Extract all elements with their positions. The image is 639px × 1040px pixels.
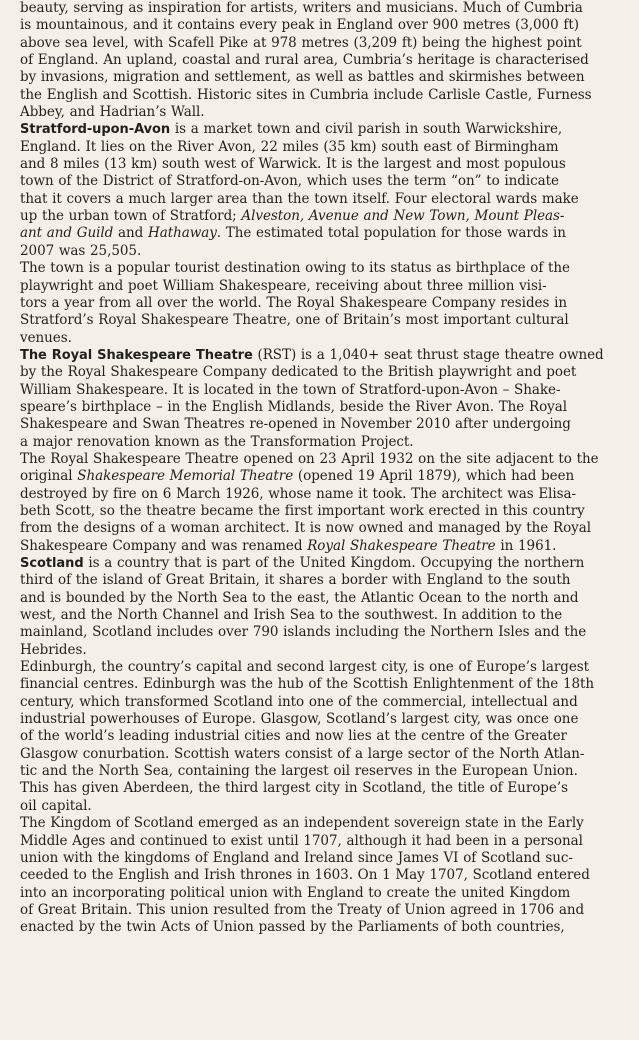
- text-line: is a market town and civil parish in south Warwickshire,: [170, 121, 563, 138]
- text-line: of the world’s leading industrial cities and now lies at the centre of the Greater: [20, 728, 567, 745]
- bold-term: Scotland: [20, 556, 84, 571]
- text-line: is a country that is part of the United Kingdom. Occupying the northern: [83, 555, 585, 571]
- text-line: Shakespeare and Swan Theatres re-opened in November 2010 after undergoing: [20, 416, 571, 433]
- text-line: beauty, serving as inspiration for artists, writers and musicians. Much of Cumbria: [20, 0, 583, 16]
- text-line: William Shakespeare. It is located in the town of Stratford-upon-Avon – Shake-: [20, 381, 561, 398]
- text-line: the English and Scottish. Historic sites in Cumbria include Carlisle Castle, Furness: [20, 86, 592, 103]
- text-line: speare’s birthplace – in the English Midlands, beside the River Avon. The Royal: [20, 398, 568, 415]
- text-line: original Shakespeare Memorial Theatre (opened 19 April 1879), which had been: [20, 468, 575, 485]
- text-line: Shakespeare Company and was renamed Royal Shakespeare Theatre in 1961.: [20, 537, 557, 554]
- paragraph-stratford-tourism: [20, 260, 630, 347]
- text-line: Hebrides.: [20, 641, 87, 658]
- text-line: The town is a popular tourist destination owing to its status as birthplace of the: [20, 260, 570, 277]
- paragraph-kingdom-of-scotland: [20, 815, 630, 936]
- text-line: playwright and poet William Shakespeare, receiving about three million visi-: [20, 277, 547, 294]
- text-line: This has given Aberdeen, the third largest city in Scotland, the title of Europe’s: [20, 780, 568, 797]
- text-line: mainland, Scotland includes over 790 islands including the Northern Isles and the: [20, 624, 587, 641]
- bold-term: The Royal Shakespeare Theatre: [20, 347, 253, 363]
- text-line: and 8 miles (13 km) south west of Warwick. It is the largest and most populous: [20, 156, 566, 173]
- text-line: a major renovation known as the Transformation Project.: [20, 433, 414, 450]
- text-line: enacted by the twin Acts of Union passed by the Parliaments of both countries,: [20, 919, 565, 936]
- text-line: Glasgow conurbation. Scottish waters consist of a large sector of the North Atlan-: [20, 745, 585, 762]
- text-line: venues.: [20, 329, 72, 346]
- text-line: financial centres. Edinburgh was the hub of the Scottish Enlightenment of the 18th: [20, 676, 595, 693]
- text-line: Edinburgh, the country’s capital and second largest city, is one of Europe’s largest: [20, 659, 590, 676]
- paragraph-rst-history: [20, 451, 630, 555]
- text-line: by invasions, migration and settlement, as well as battles and skirmishes between: [20, 69, 585, 86]
- text-line: of England. An upland, coastal and rural area, Cumbria’s heritage is characterised: [20, 52, 589, 69]
- text-line: of Great Britain. This union resulted from the Treaty of Union agreed in 1706 and: [20, 901, 585, 918]
- text-line: third of the island of Great Britain, it shares a border with England to the south: [20, 572, 571, 589]
- text-line: ant and Guild and Hathaway. The estimated total population for those wards in: [20, 225, 566, 242]
- text-line: that it covers a much larger area than the town itself. Four electoral wards make: [20, 190, 579, 207]
- text-line: union with the kingdoms of England and Ireland since James VI of Scotland suc-: [20, 849, 573, 866]
- text-line: west, and the North Channel and Irish Sea to the southwest. In addition to the: [20, 607, 563, 624]
- text-line: tors a year from all over the world. The Royal Shakespeare Company resides in: [20, 294, 568, 311]
- text-line: The Kingdom of Scotland emerged as an independent sovereign state in the Early: [20, 815, 584, 832]
- text-line: The Royal Shakespeare Theatre opened on 23 April 1932 on the site adjacent to the: [20, 450, 599, 467]
- text-line: is mountainous, and it contains every peak in England over 900 metres (3,000 ft): [20, 17, 579, 34]
- text-line: England. It lies on the River Avon, 22 miles (35 km) south east of Birmingham: [20, 138, 559, 155]
- paragraph-scotland: [20, 555, 630, 659]
- paragraph-cumbria: [20, 0, 630, 121]
- bold-term: Stratford-upon-Avon: [20, 122, 171, 138]
- text-line: by the Royal Shakespeare Company dedicated to the British playwright and poet: [20, 364, 577, 381]
- text-line: up the urban town of Stratford; Alveston, Avenue and New Town, Mount Pleas-: [20, 208, 565, 225]
- text-line: beth Scott, so the theatre became the first important work erected in this country: [20, 502, 585, 519]
- text-line: into an incorporating political union with England to create the united Kingdom: [20, 884, 571, 901]
- text-line: industrial powerhouses of Europe. Glasgow, Scotland’s largest city, was once one: [20, 711, 579, 728]
- text-line: century, which transformed Scotland into one of the commercial, intellectual and: [20, 693, 578, 710]
- text-line: Abbey, and Hadrian’s Wall.: [20, 104, 205, 121]
- text-line: above sea level, with Scafell Pike at 978 metres (3,209 ft) being the highest point: [20, 34, 582, 51]
- text-line: Middle Ages and continued to exist until 1707, although it had been in a personal: [20, 832, 583, 849]
- text-line: 2007 was 25,505.: [20, 242, 142, 259]
- text-line: (RST) is a 1,040+ seat thrust stage theatre owned: [252, 346, 604, 363]
- text-line: destroyed by fire on 6 March 1926, whose name it took. The architect was Elisa-: [20, 485, 577, 502]
- text-line: from the designs of a woman architect. It is now owned and managed by the Royal: [20, 520, 592, 537]
- paragraph-rst: [20, 347, 630, 451]
- text-line: ceeded to the English and Irish thrones in 1603. On 1 May 1707, Scotland entered: [20, 867, 590, 884]
- paragraph-stratford: [20, 121, 630, 260]
- text-line: tic and the North Sea, containing the largest oil reserves in the European Union.: [20, 763, 578, 780]
- text-line: Stratford’s Royal Shakespeare Theatre, one of Britain’s most important cultural: [20, 312, 569, 329]
- text-line: town of the District of Stratford-on-Avon, which uses the term “on” to indicate: [20, 173, 559, 190]
- text-line: and is bounded by the North Sea to the east, the Atlantic Ocean to the north and: [20, 589, 579, 606]
- paragraph-edinburgh: [20, 659, 630, 815]
- text-line: oil capital.: [20, 797, 92, 814]
